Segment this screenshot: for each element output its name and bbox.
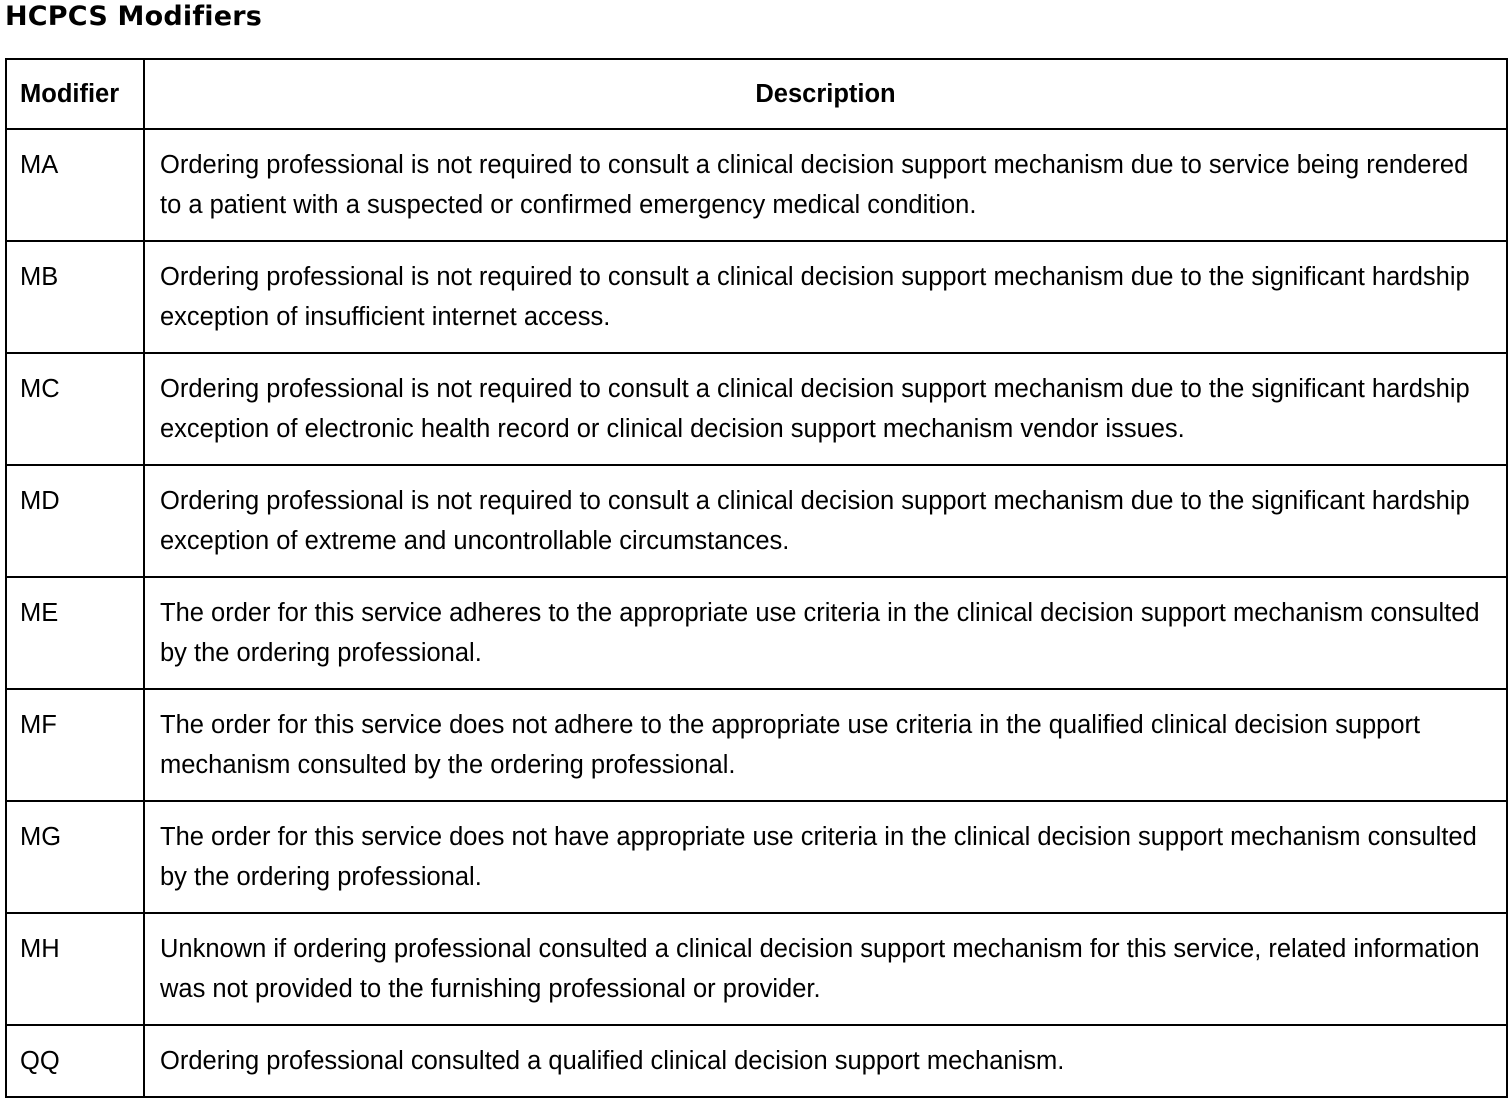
modifier-code: MB	[6, 241, 144, 353]
column-header-description: Description	[144, 59, 1507, 129]
modifier-description: Ordering professional is not required to consult a clinical decision support mechanism due to the significant hardship exception of insufficient internet access.	[144, 241, 1507, 353]
table-row	[6, 689, 1507, 801]
column-header-modifier: Modifier	[6, 59, 144, 129]
modifier-description: The order for this service does not have appropriate use criteria in the clinical decision support mechanism consulted by the ordering professional.	[144, 801, 1507, 913]
modifier-code: MC	[6, 353, 144, 465]
modifier-description: Unknown if ordering professional consulted a clinical decision support mechanism for this service, related information was not provided to the furnishing professional or provider.	[144, 913, 1507, 1025]
modifier-description: Ordering professional consulted a qualified clinical decision support mechanism.	[144, 1025, 1507, 1097]
modifier-description: Ordering professional is not required to consult a clinical decision support mechanism due to the significant hardship exception of extreme and uncontrollable circumstances.	[144, 465, 1507, 577]
page-title: HCPCS Modifiers	[5, 1, 263, 32]
modifier-code: ME	[6, 577, 144, 689]
modifier-code: MD	[6, 465, 144, 577]
modifiers-table	[5, 58, 1508, 1098]
modifier-code: QQ	[6, 1025, 144, 1097]
modifier-description: Ordering professional is not required to consult a clinical decision support mechanism due to the significant hardship exception of electronic health record or clinical decision support mechanism vendor issues.	[144, 353, 1507, 465]
modifier-code: MF	[6, 689, 144, 801]
table-row	[6, 1025, 1507, 1097]
table-row	[6, 129, 1507, 241]
modifier-description: The order for this service adheres to the appropriate use criteria in the clinical decision support mechanism consulted by the ordering professional.	[144, 577, 1507, 689]
table-header-row	[6, 59, 1507, 129]
table-row	[6, 913, 1507, 1025]
modifier-description: The order for this service does not adhere to the appropriate use criteria in the qualified clinical decision support mechanism consulted by the ordering professional.	[144, 689, 1507, 801]
modifier-code: MA	[6, 129, 144, 241]
modifier-code: MG	[6, 801, 144, 913]
table-row	[6, 353, 1507, 465]
table-row	[6, 465, 1507, 577]
table-row	[6, 801, 1507, 913]
modifier-code: MH	[6, 913, 144, 1025]
table-row	[6, 241, 1507, 353]
table-row	[6, 577, 1507, 689]
modifier-description: Ordering professional is not required to consult a clinical decision support mechanism due to service being rendered to a patient with a suspected or confirmed emergency medical condition.	[144, 129, 1507, 241]
